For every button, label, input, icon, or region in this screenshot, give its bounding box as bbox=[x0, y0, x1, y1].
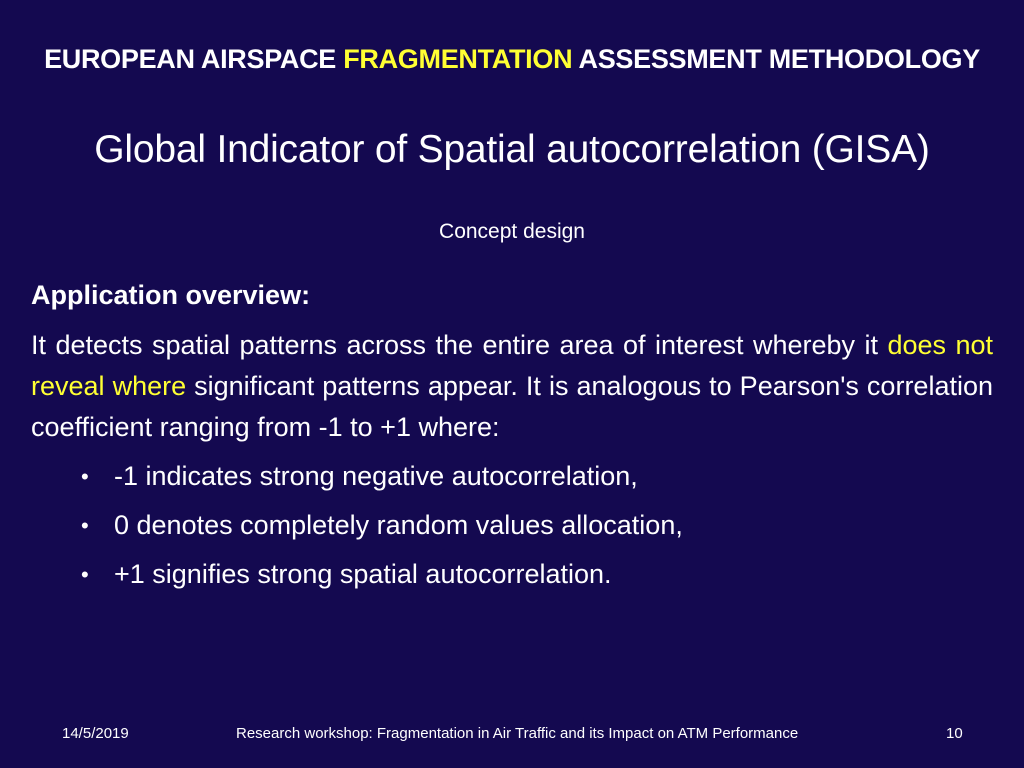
paragraph-text-2: significant patterns appear. It is analogous to Pearson's correlation coefficient ranging from -1 to +1 where: bbox=[31, 371, 993, 442]
content-body bbox=[31, 280, 993, 599]
bullet-item bbox=[81, 501, 993, 550]
page-number: 10 bbox=[946, 725, 963, 742]
paragraph-highlight: does not reveal where bbox=[31, 330, 993, 401]
bullet-text: 0 denotes completely random values allocation, bbox=[114, 510, 683, 540]
bullet-icon: • bbox=[81, 513, 89, 538]
bullet-item bbox=[81, 550, 993, 599]
bullet-list bbox=[31, 452, 993, 599]
slide-title: Global Indicator of Spatial autocorrelation (GISA) bbox=[94, 128, 930, 171]
slide-subtitle: Concept design bbox=[439, 220, 585, 243]
bullet-text: +1 signifies strong spatial autocorrelation. bbox=[114, 559, 612, 589]
header-text-2: ASSESSMENT METHODOLOGY bbox=[572, 44, 980, 74]
bullet-icon: • bbox=[81, 464, 89, 489]
paragraph-text-1: It detects spatial patterns across the entire area of interest whereby it bbox=[31, 330, 888, 360]
header-highlight: FRAGMENTATION bbox=[343, 44, 573, 74]
bullet-icon: • bbox=[81, 562, 89, 587]
slide-header bbox=[0, 44, 1024, 75]
bullet-text: -1 indicates strong negative autocorrelation, bbox=[114, 461, 638, 491]
footer-date: 14/5/2019 bbox=[62, 725, 129, 742]
overview-paragraph bbox=[31, 325, 993, 448]
section-heading: Application overview: bbox=[31, 280, 311, 310]
header-text-1: EUROPEAN AIRSPACE bbox=[44, 44, 344, 74]
footer-event: Research workshop: Fragmentation in Air Traffic and its Impact on ATM Performance bbox=[236, 725, 799, 742]
bullet-item bbox=[81, 452, 993, 501]
